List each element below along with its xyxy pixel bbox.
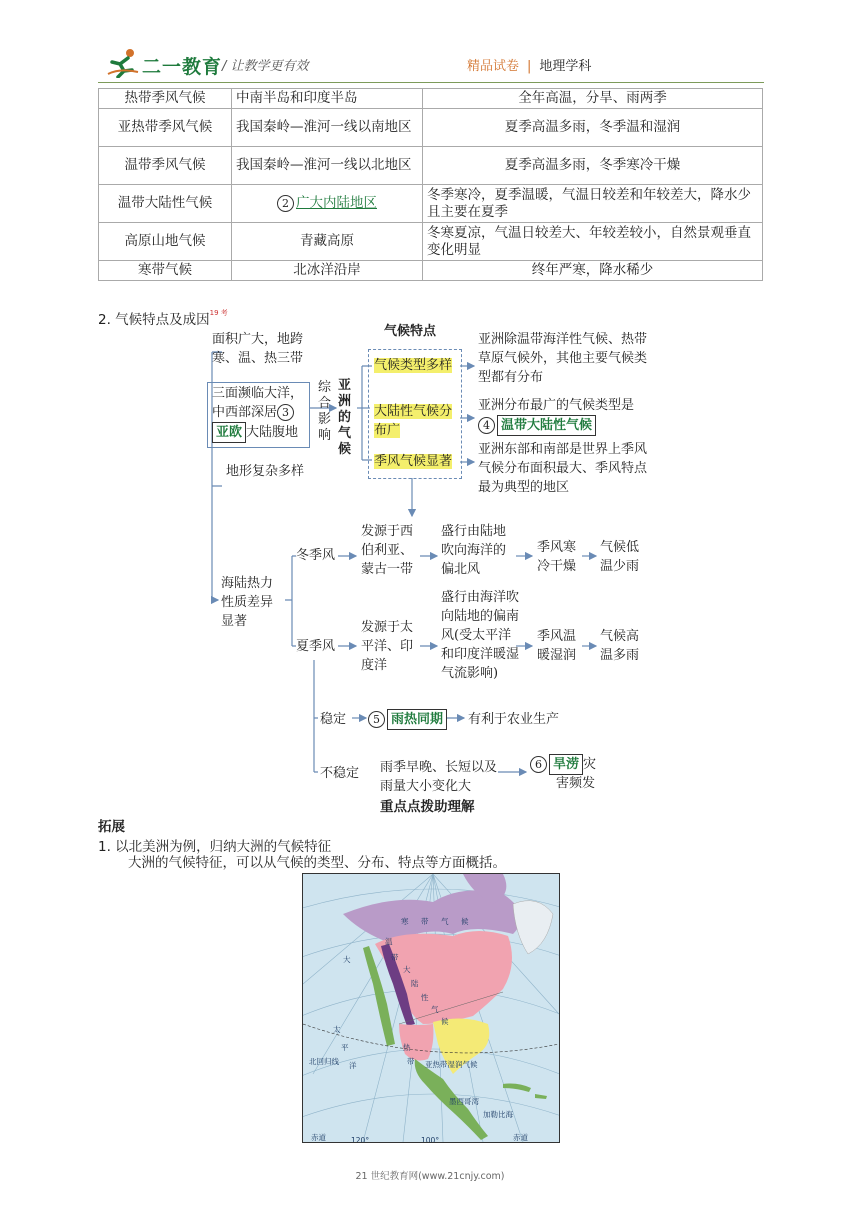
map-label: 赤道 xyxy=(311,1133,326,1142)
cause-terrain: 地形复杂多样 xyxy=(226,464,305,479)
blank-number: 2 xyxy=(277,195,294,212)
region-cell: 我国秦岭—淮河一线以北地区 xyxy=(232,147,423,185)
header-category: 精品试卷 xyxy=(467,59,520,74)
map-label: 气 xyxy=(431,1005,439,1014)
map-label: 热 xyxy=(403,1043,411,1052)
climate-type-cell: 高原山地气候 xyxy=(99,223,232,261)
summer-origin: 发源于太平洋、印度洋 xyxy=(361,620,414,673)
footer-source: 21 世纪教育网(www.21cnjy.com) xyxy=(355,1171,505,1182)
brand-name: 二一教育 xyxy=(142,56,223,78)
blank-number: 4 xyxy=(478,417,495,434)
answer-fill: 温带大陆性气候 xyxy=(497,415,596,436)
map-label: 陆 xyxy=(411,979,419,988)
map-label: 100° xyxy=(421,1136,440,1143)
blank-number: 6 xyxy=(530,756,547,773)
expand-item: 1. 以北美洲为例，归纳大洲的气候特征 xyxy=(98,839,332,855)
region-cell: 青藏高原 xyxy=(232,223,423,261)
unstable-answer xyxy=(530,754,596,775)
expand-title: 拓展 xyxy=(98,819,125,835)
feature-monsoon xyxy=(374,452,452,471)
north-america-climate-map xyxy=(302,873,560,1143)
map-label: 候 xyxy=(441,1017,449,1026)
cause-location-text: 三面濒临大洋，中西部深居 xyxy=(212,386,304,420)
map-label: 带 xyxy=(407,1057,415,1066)
winter-direction: 盛行由陆地吹向海洋的偏北风 xyxy=(441,524,507,577)
map-label: 墨西哥湾 xyxy=(449,1097,479,1106)
map-label: 大 xyxy=(403,965,411,974)
winter-climate: 气候低温少雨 xyxy=(600,540,640,574)
desc-diverse: 亚洲除温带海洋性气候、热带草原气候外，其他主要气候类型都有分布 xyxy=(478,332,648,385)
cause-land-sea: 海陆热力性质差异显著 xyxy=(221,576,274,629)
map-label: 平 xyxy=(341,1043,349,1052)
map-label: 北回归线 xyxy=(309,1057,339,1066)
summer-monsoon: 夏季风 xyxy=(296,639,336,654)
desc-continental xyxy=(478,396,660,436)
feature-cell: 全年高温，分旱、雨两季 xyxy=(423,89,763,109)
cause-area: 面积广大，地跨寒、温、热三带 xyxy=(212,332,304,366)
header-subject: 地理学科 xyxy=(539,59,592,74)
summer-climate: 气候高温多雨 xyxy=(600,629,640,663)
asia-climate-label: 亚洲的气候 xyxy=(338,378,352,457)
blank-number: 3 xyxy=(277,404,294,421)
desc-continental-text: 亚洲分布最广的气候类型是 xyxy=(478,398,635,413)
answer-fill: 亚欧 xyxy=(212,422,246,443)
winter-origin: 发源于西伯利亚、蒙古一带 xyxy=(361,524,414,577)
map-label: 太 xyxy=(333,1025,341,1034)
map-label: 候 xyxy=(461,917,469,926)
desc-monsoon: 亚洲东部和南部是世界上季风气候分布面积最大、季风特点最为典型的地区 xyxy=(478,442,648,495)
cause-location-tail: 大陆腹地 xyxy=(246,425,299,440)
feature-cell: 冬季寒冷，夏季温暖，气温日较差和年较差大，降水少且主要在夏季 xyxy=(423,185,763,223)
answer-fill: 旱涝 xyxy=(549,754,583,775)
map-label: 温 xyxy=(385,937,393,946)
summer-nature: 季风温暖湿润 xyxy=(537,629,577,663)
map-label: 赤道 xyxy=(513,1133,528,1142)
climate-type-cell: 亚热带季风气候 xyxy=(99,109,232,147)
features-title: 气候特点 xyxy=(384,324,437,339)
highlight: 季风气候显著 xyxy=(374,454,453,469)
map-label: 洋 xyxy=(349,1061,357,1070)
key-point-label: 重点点拨助理解 xyxy=(380,799,475,815)
feature-cell: 夏季高温多雨，冬季温和湿润 xyxy=(423,109,763,147)
brand-slogan: / 让教学更有效 xyxy=(222,59,309,74)
stable-result: 有利于农业生产 xyxy=(468,712,560,727)
unstable-label: 不稳定 xyxy=(320,766,360,781)
unstable-desc: 雨季早晚、长短以及雨量大小变化大 xyxy=(380,760,498,794)
map-label: 气 xyxy=(441,917,449,926)
winter-nature: 季风寒冷干燥 xyxy=(537,540,577,574)
region-cell: 北冰洋沿岸 xyxy=(232,261,423,281)
answer-fill: 广大内陆地区 xyxy=(296,195,377,211)
map-label: 性 xyxy=(421,993,429,1002)
answer-fill: 雨热同期 xyxy=(387,709,447,730)
feature-cell: 冬寒夏凉，气温日较差大、年较差较小，自然景观垂直变化明显 xyxy=(423,223,763,261)
expand-text: 大洲的气候特征，可以从气候的类型、分布、特点等方面概括。 xyxy=(128,855,506,871)
unstable-tail: 灾 xyxy=(583,757,597,772)
feature-cell: 终年严寒，降水稀少 xyxy=(423,261,763,281)
blank-number: 5 xyxy=(368,711,385,728)
region-cell: 我国秦岭—淮河一线以南地区 xyxy=(232,109,423,147)
combined-influence: 综合影响 xyxy=(318,380,332,443)
map-label: 加勒比海 xyxy=(483,1110,513,1119)
feature-continental xyxy=(374,402,456,440)
climate-type-cell: 热带季风气候 xyxy=(99,89,232,109)
highlight: 大陆性气候分布广 xyxy=(374,404,453,438)
climate-type-cell: 寒带气候 xyxy=(99,261,232,281)
section-title-text: 2. 气候特点及成因 xyxy=(98,312,210,328)
map-label: 120° xyxy=(351,1136,370,1143)
winter-monsoon: 冬季风 xyxy=(296,548,336,563)
map-label: 带 xyxy=(391,953,399,962)
climate-type-cell: 温带大陆性气候 xyxy=(99,185,232,223)
stable-answer xyxy=(368,709,447,730)
map-label: 亚热带湿润气候 xyxy=(425,1060,478,1069)
highlight: 气候类型多样 xyxy=(374,358,453,373)
unstable-tail2: 害频发 xyxy=(556,776,596,791)
summer-direction: 盛行由海洋吹向陆地的偏南风(受太平洋和印度洋暖湿气流影响) xyxy=(441,590,520,681)
map-label: 大 xyxy=(343,955,351,964)
feature-cell: 夏季高温多雨，冬季寒冷干燥 xyxy=(423,147,763,185)
map-label: 寒 xyxy=(401,917,409,926)
cause-location xyxy=(212,384,310,443)
climate-type-cell: 温带季风气候 xyxy=(99,147,232,185)
stable-label: 稳定 xyxy=(320,712,347,727)
feature-diverse xyxy=(374,356,452,375)
header-separator: | xyxy=(527,59,532,74)
map-label: 带 xyxy=(421,917,429,926)
exam-count-badge: 19 考 xyxy=(209,309,228,317)
region-cell: 中南半岛和印度半岛 xyxy=(232,89,423,109)
